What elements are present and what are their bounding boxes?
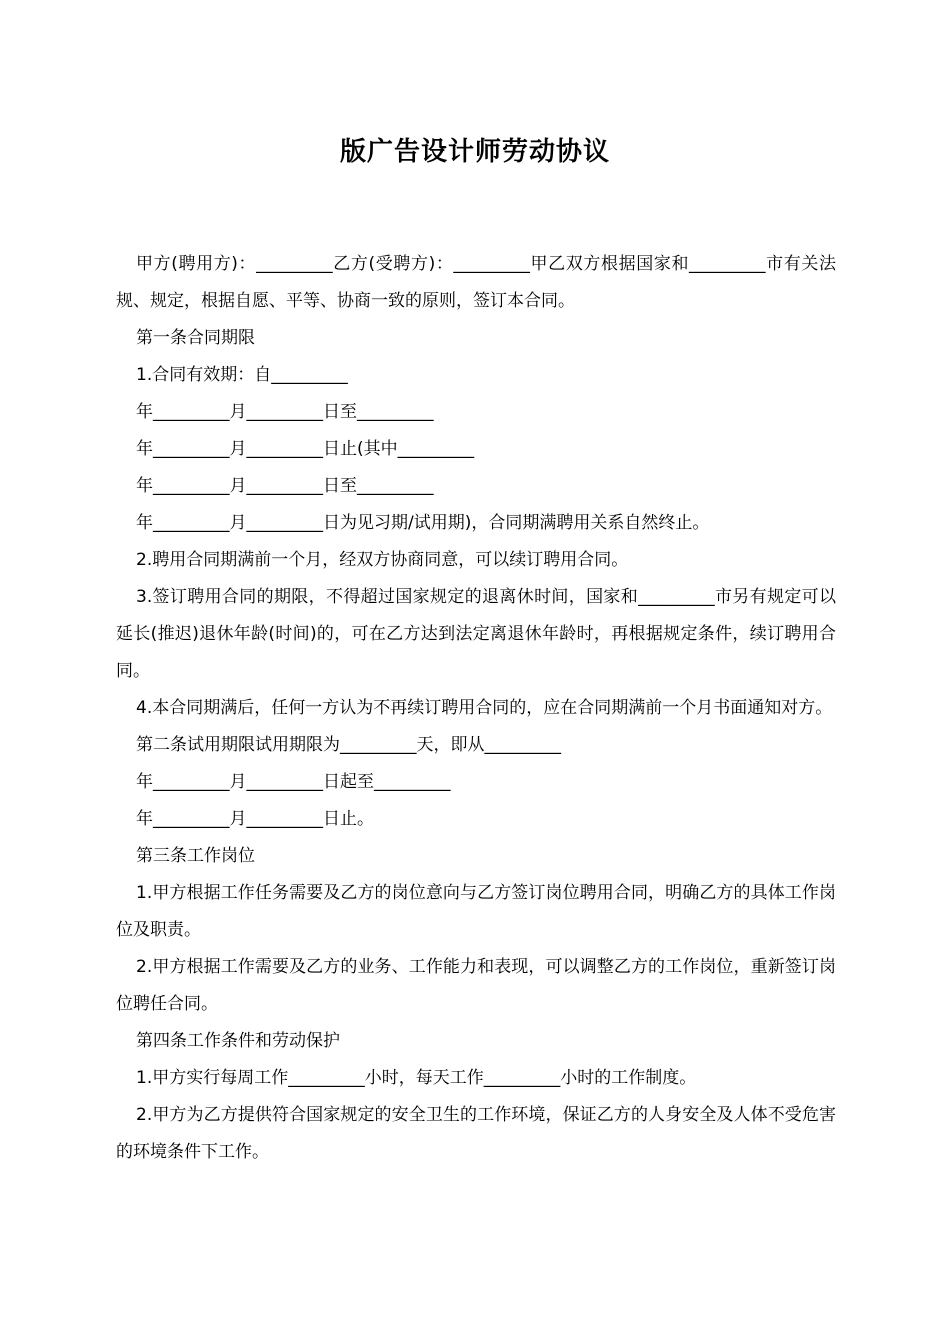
contract-body bbox=[116, 246, 836, 1171]
document-title: 版广告设计师劳动协议 bbox=[339, 137, 610, 167]
paragraph-term-date-1: 年_________月_________日至_________ bbox=[136, 402, 434, 422]
paragraph-term-date-3: 年_________月_________日至_________ bbox=[136, 476, 434, 496]
paragraph-conditions-1: 1.甲方实行每周工作_________小时，每天工作_________小时的工作制度。 bbox=[136, 1068, 697, 1088]
paragraph-conditions-2: 2.甲方为乙方提供符合国家规定的安全卫生的工作环境，保证乙方的人身安全及人体不受危害的环境条件下工作。 bbox=[116, 1105, 836, 1162]
paragraph-term-date-2: 年_________月_________日止(其中_________ bbox=[136, 439, 475, 459]
paragraph-term-date-4: 年_________月_________日为见习期/试用期)，合同期满聘用关系自然终止。 bbox=[136, 513, 710, 533]
paragraph-position-2: 2.甲方根据工作需要及乙方的业务、工作能力和表现，可以调整乙方的工作岗位，重新签订岗位聘任合同。 bbox=[116, 957, 836, 1014]
section-heading-position: 第三条工作岗位 bbox=[136, 846, 255, 866]
section-heading-term: 第一条合同期限 bbox=[136, 328, 255, 348]
paragraph-position-1: 1.甲方根据工作任务需要及乙方的岗位意向与乙方签订岗位聘用合同，明确乙方的具体工作岗位及职责。 bbox=[116, 883, 836, 940]
section-heading-conditions: 第四条工作条件和劳动保护 bbox=[136, 1031, 340, 1051]
paragraph-probation-date-1: 年_________月_________日起至_________ bbox=[136, 772, 451, 792]
paragraph-parties: 甲方(聘用方)：_________乙方(受聘方)：_________甲乙双方根据国家和_________市有关法规、规定，根据自愿、平等、协商一致的原则，签订本合同。 bbox=[116, 254, 836, 311]
paragraph-retirement: 3.签订聘用合同的期限，不得超过国家规定的退离休时间，国家和_________市另有规定可以延长(推迟)退休年龄(时间)的，可在乙方达到法定离退休年龄时，再根据规定条件，续订聘用合同。 bbox=[116, 587, 836, 681]
paragraph-notice: 4.本合同期满后，任何一方认为不再续订聘用合同的，应在合同期满前一个月书面通知对方。 bbox=[136, 698, 833, 718]
paragraph-term-start: 1.合同有效期：自_________ bbox=[136, 365, 348, 385]
paragraph-probation-date-2: 年_________月_________日止。 bbox=[136, 809, 374, 829]
paragraph-renewal: 2.聘用合同期满前一个月，经双方协商同意，可以续订聘用合同。 bbox=[136, 550, 629, 570]
section-heading-probation: 第二条试用期限试用期限为_________天，即从_________ bbox=[136, 735, 561, 755]
